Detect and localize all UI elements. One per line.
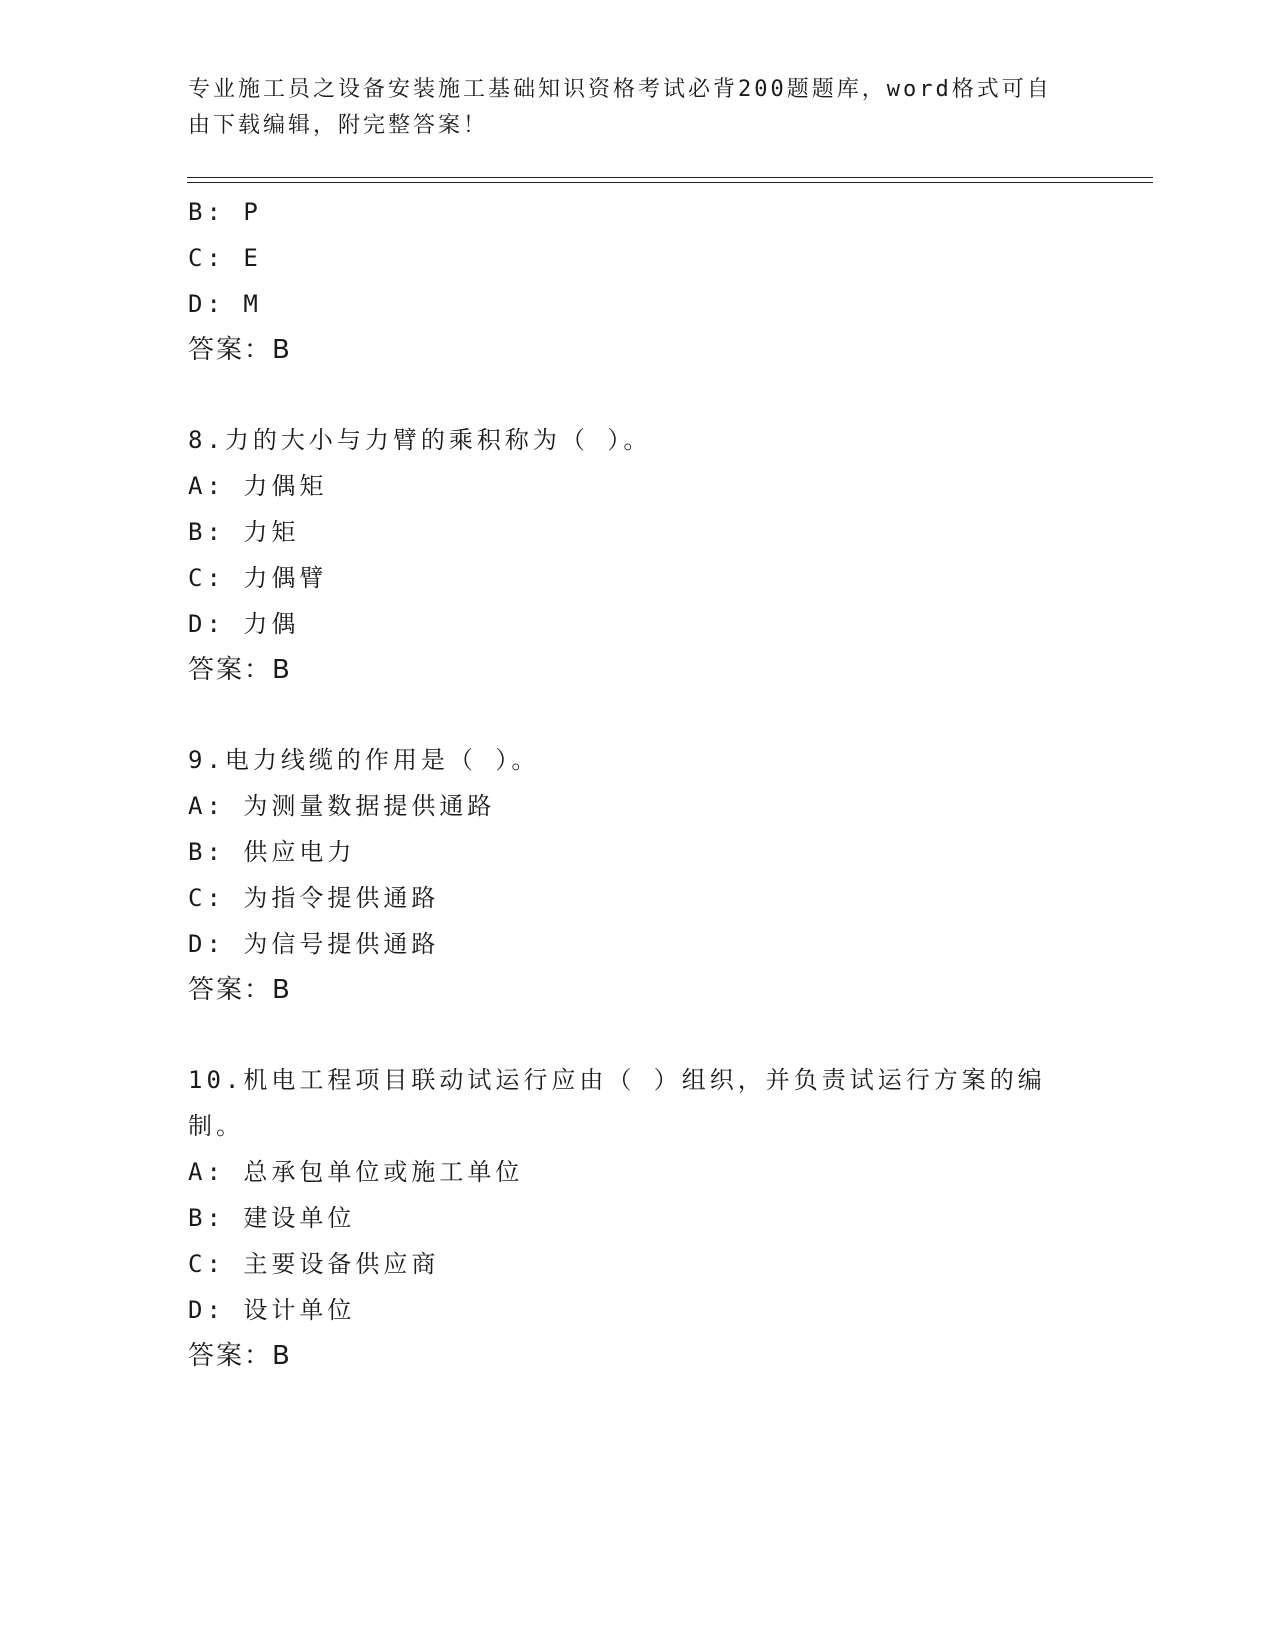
option-text: 总承包单位或施工单位: [243, 1158, 524, 1186]
answer: 答案：B: [188, 975, 292, 1005]
option-c: [188, 1241, 1088, 1287]
option-text: 主要设备供应商: [243, 1250, 440, 1278]
spacer: [188, 1013, 1088, 1057]
option-label: B:: [188, 518, 225, 546]
option-label: B:: [188, 198, 225, 226]
answer: 答案：B: [188, 1341, 292, 1371]
option-text: 为测量数据提供通路: [243, 792, 496, 820]
question-list: [188, 189, 1088, 1379]
option-text: 建设单位: [243, 1204, 356, 1232]
header-rule-top: [187, 177, 1153, 178]
option-c: [188, 555, 1088, 601]
option-d: [188, 281, 1088, 327]
question-stem: 9.电力线缆的作用是（ ）。: [188, 746, 540, 774]
option-a: [188, 1149, 1088, 1195]
question-9: [188, 737, 1088, 1013]
option-label: C:: [188, 564, 225, 592]
option-text: 为指令提供通路: [243, 884, 440, 912]
question-stem-line-1: 10.机电工程项目联动试运行应由（ ）组织，并负责试运行方案的编: [188, 1066, 1046, 1094]
option-label: B:: [188, 838, 225, 866]
spacer: [188, 693, 1088, 737]
option-label: C:: [188, 244, 225, 272]
option-text: 供应电力: [243, 838, 356, 866]
option-a: [188, 463, 1088, 509]
spacer: [188, 373, 1088, 417]
option-a: [188, 783, 1088, 829]
option-text: 力偶矩: [243, 472, 328, 500]
option-text: 力偶臂: [243, 564, 328, 592]
option-label: D:: [188, 290, 225, 318]
option-text: P: [243, 198, 262, 226]
option-label: A:: [188, 792, 225, 820]
option-d: [188, 921, 1088, 967]
option-label: C:: [188, 1250, 225, 1278]
option-label: A:: [188, 1158, 225, 1186]
option-label: A:: [188, 472, 225, 500]
option-c: [188, 875, 1088, 921]
answer: 答案：B: [188, 655, 292, 685]
option-d: [188, 601, 1088, 647]
option-label: D:: [188, 610, 225, 638]
answer: 答案：B: [188, 335, 292, 365]
option-label: B:: [188, 1204, 225, 1232]
question-7-continued: [188, 189, 1088, 373]
option-label: D:: [188, 1296, 225, 1324]
option-text: 设计单位: [243, 1296, 356, 1324]
option-label: D:: [188, 930, 225, 958]
option-b: [188, 189, 1088, 235]
option-b: [188, 829, 1088, 875]
option-label: C:: [188, 884, 225, 912]
header-rule-bottom: [187, 182, 1153, 183]
option-b: [188, 1195, 1088, 1241]
option-c: [188, 235, 1088, 281]
question-10: [188, 1057, 1088, 1379]
option-text: E: [243, 244, 262, 272]
option-text: 为信号提供通路: [243, 930, 440, 958]
question-stem: 8.力的大小与力臂的乘积称为（ ）。: [188, 426, 652, 454]
question-8: [188, 417, 1088, 693]
question-stem-line-2: 制。: [188, 1112, 244, 1140]
document-header: 专业施工员之设备安装施工基础知识资格考试必背200题题库，word格式可自由下载编辑，附完整答案！: [188, 77, 1052, 138]
option-b: [188, 509, 1088, 555]
option-text: 力偶: [243, 610, 300, 638]
option-d: [188, 1287, 1088, 1333]
option-text: M: [243, 290, 262, 318]
option-text: 力矩: [243, 518, 300, 546]
